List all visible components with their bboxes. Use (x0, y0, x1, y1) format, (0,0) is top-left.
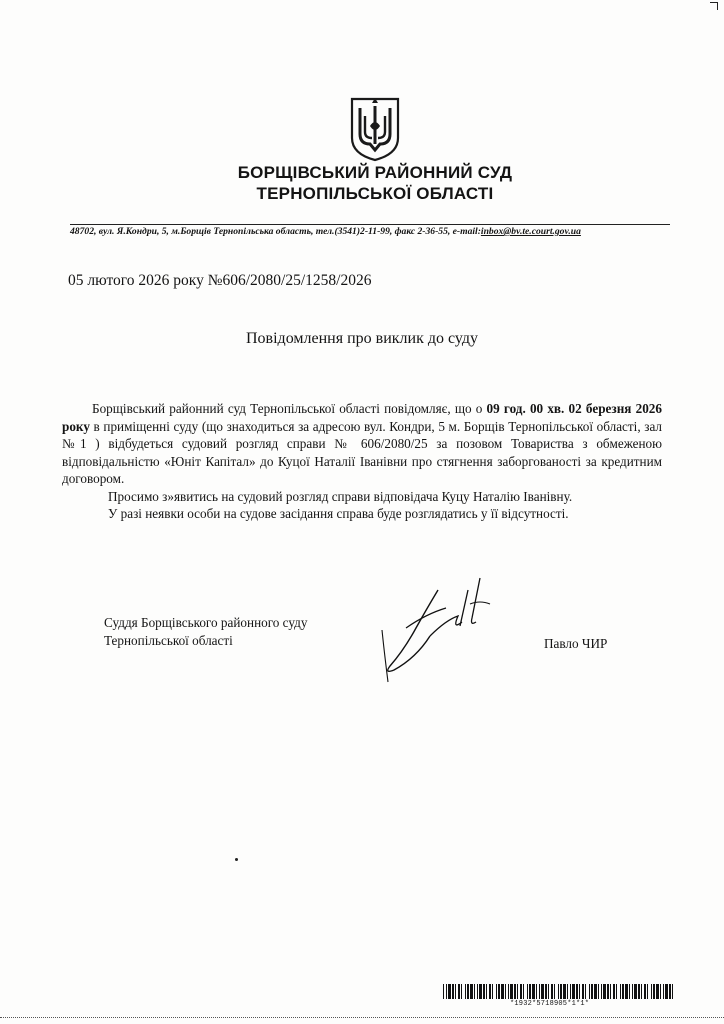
notice-body (62, 400, 662, 523)
barcode-bar (585, 984, 586, 999)
barcode-bar (508, 984, 509, 999)
barcode-bar (470, 984, 473, 999)
barcode-bar (448, 984, 451, 999)
barcode-bar (665, 984, 668, 999)
barcode-bar (656, 984, 659, 999)
barcode-bar (638, 984, 640, 999)
email-link[interactable]: inbox@bv.te.court.gov.ua (480, 226, 581, 237)
barcode-bar (613, 984, 615, 999)
barcode-bar (446, 984, 447, 999)
coat-of-arms-icon (348, 96, 402, 162)
barcode-bar (570, 984, 571, 999)
barcode (443, 984, 677, 999)
barcode-bar (510, 984, 513, 999)
barcode-number: *1932*5718905*1*1* (510, 1000, 590, 1008)
barcode-bar (601, 984, 602, 999)
handwritten-signature (376, 570, 500, 684)
barcode-bar (672, 984, 673, 999)
paragraph-request: Просимо з»явитись на судовий розгляд справи відповідача Куцу Наталію Іванівну. (108, 488, 573, 504)
barcode-bar (479, 984, 482, 999)
barcode-bar (579, 984, 580, 999)
barcode-bar (572, 984, 575, 999)
barcode-bar (536, 984, 537, 999)
hearing-datetime: 09 год. 00 хв. 02 березня 2026 року (62, 401, 662, 434)
judge-position-line2: Тернопільської області (104, 633, 233, 648)
barcode-bar (548, 984, 549, 999)
barcode-bar (607, 984, 609, 999)
barcode-bar (629, 984, 630, 999)
corner-mark (700, 0, 724, 14)
barcode-bar (458, 984, 460, 999)
barcode-bar (496, 984, 497, 999)
notice-title: Повідомлення про виклик до суду (246, 330, 479, 347)
barcode-bar (483, 984, 485, 999)
barcode-bar (554, 984, 555, 999)
paragraph-summons (62, 400, 662, 488)
address-text: 48702, вул. Я.Кондри, 5, м.Борщів Тернопільська область, тел.(3541)2-11-99, факс 2-36-55, e-mail: (70, 226, 481, 237)
barcode-bar (520, 984, 522, 999)
paragraph-text: Борщівський районний суд Тернопільської області повідомляє, що о (92, 401, 487, 416)
barcode-bar (647, 984, 648, 999)
barcode-bar (455, 984, 456, 999)
barcode-bar (625, 984, 628, 999)
barcode-bar (474, 984, 475, 999)
paragraph-text-cont: в приміщенні суду (що знаходиться за адресою вул. Кондри, 5 м. Борщів Тернопільської області, зал №1 ) відбудеться судовий розгляд справи № 606/2080/25 за позовом Товариства з обмеженою відповідальністю «Юніт Капітал» до Куцої Наталії Іванівни про стягнення заборгованості за кредитним договором. (62, 418, 662, 486)
barcode-bar (660, 984, 661, 999)
barcode-bar (663, 984, 664, 999)
judge-position (104, 614, 307, 650)
court-name-line1: БОРЩІВСЬКИЙ РАЙОННИЙ СУД (237, 163, 513, 182)
barcode-bar (589, 984, 590, 999)
barcode-bar (501, 984, 504, 999)
barcode-bar (527, 984, 528, 999)
court-name (180, 162, 570, 204)
barcode-bar (545, 984, 547, 999)
barcode-bar (465, 984, 466, 999)
barcode-bar (492, 984, 493, 999)
barcode-bar (498, 984, 500, 999)
paragraph-absence: У разі неявки особи на судове засідання справа буде розглядатись у її відсутності. (108, 506, 569, 521)
barcode-bar (514, 984, 516, 999)
barcode-bar (551, 984, 553, 999)
barcode-bar (489, 984, 491, 999)
barcode-bar (477, 984, 478, 999)
judge-name: Павло ЧИР (544, 636, 608, 651)
barcode-bar (632, 984, 633, 999)
barcode-bar (603, 984, 606, 999)
barcode-bar (563, 984, 566, 999)
barcode-bar (598, 984, 599, 999)
barcode-bar (443, 984, 444, 999)
barcode-bar (620, 984, 621, 999)
judge-position-line1: Суддя Борщівського районного суду (104, 615, 308, 630)
barcode-bar (644, 984, 646, 999)
barcode-bar (517, 984, 518, 999)
barcode-bar (616, 984, 617, 999)
barcode-bar (486, 984, 487, 999)
barcode-bar (523, 984, 524, 999)
barcode-bar (467, 984, 469, 999)
barcode-bar (622, 984, 624, 999)
barcode-bar (641, 984, 642, 999)
barcode-bar (653, 984, 655, 999)
barcode-bar (567, 984, 568, 999)
barcode-bar (594, 984, 597, 999)
court-name-line2: ТЕРНОПІЛЬСЬКОЇ ОБЛАСТІ (256, 184, 494, 203)
barcode-bar (576, 984, 578, 999)
court-address (70, 224, 670, 237)
barcode-bar (539, 984, 540, 999)
barcode-bar (582, 984, 584, 999)
barcode-bar (529, 984, 531, 999)
barcode-bar (560, 984, 562, 999)
barcode-bar (669, 984, 671, 999)
barcode-bar (505, 984, 506, 999)
speck (235, 858, 238, 861)
barcode-bar (651, 984, 652, 999)
barcode-bar (558, 984, 559, 999)
barcode-bar (452, 984, 454, 999)
barcode-bar (541, 984, 544, 999)
barcode-bar (634, 984, 637, 999)
document-date-number: 05 лютого 2026 року №606/2080/25/1258/2026 (68, 272, 372, 289)
barcode-bar (461, 984, 462, 999)
barcode-bar (532, 984, 535, 999)
barcode-bar (591, 984, 593, 999)
bottom-edge (0, 1017, 724, 1018)
barcode-bar (610, 984, 611, 999)
